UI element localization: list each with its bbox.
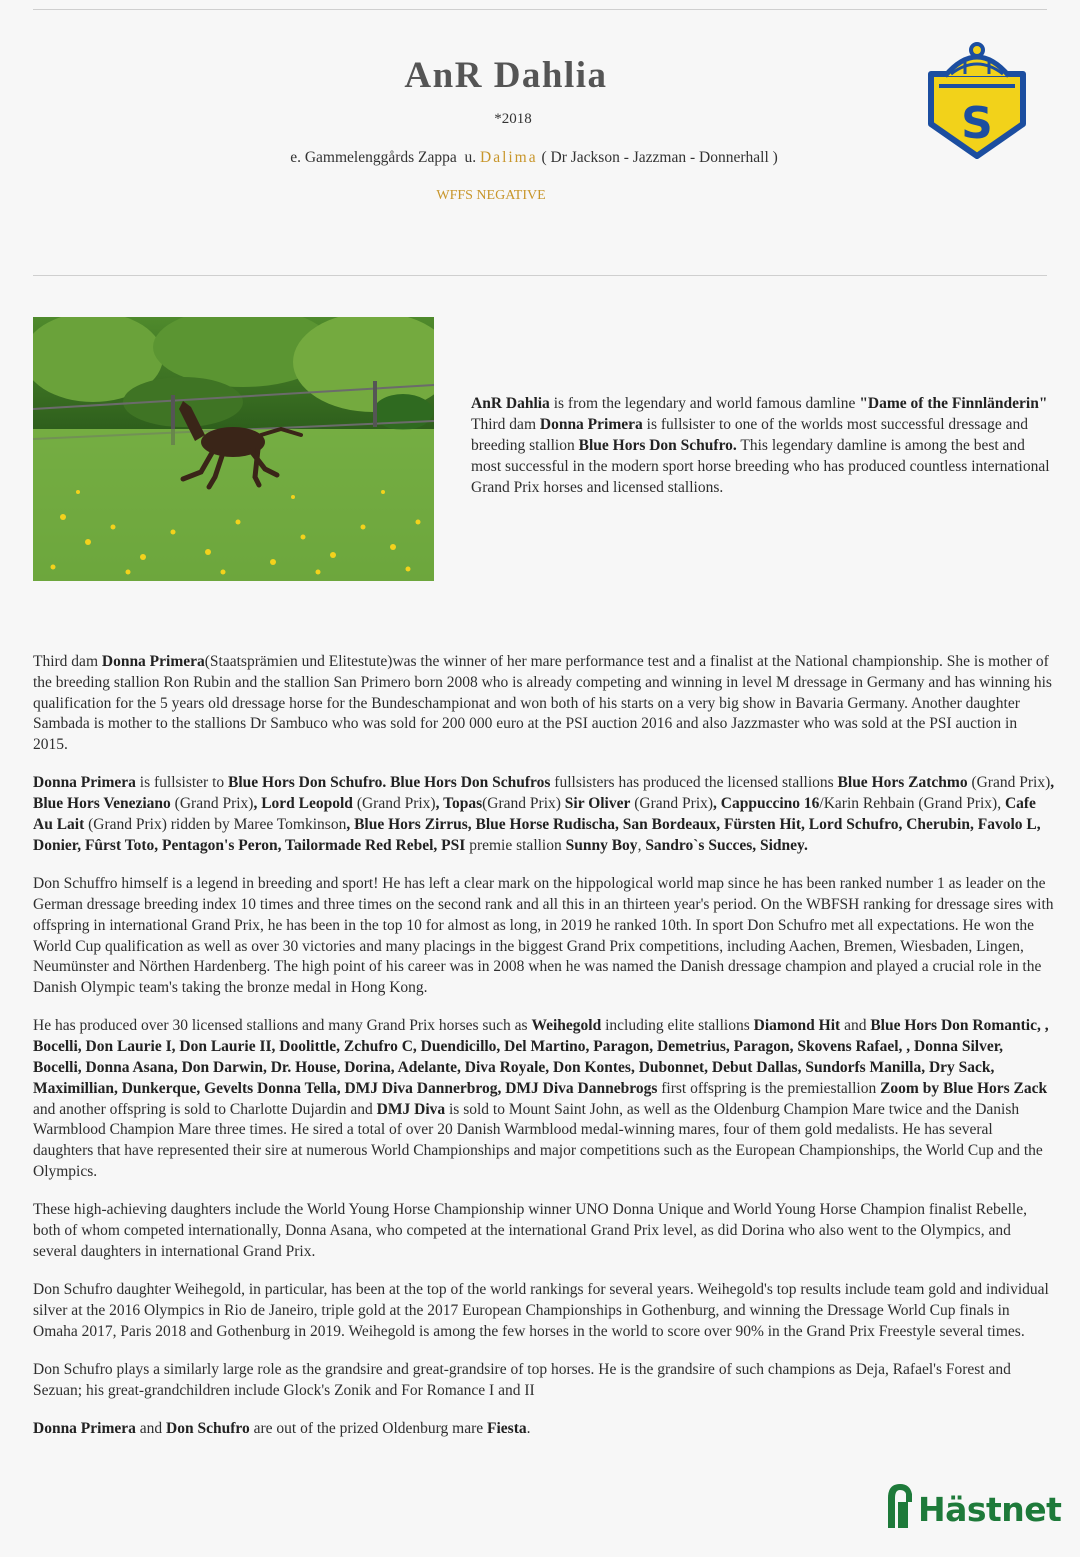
pedigree-line [0, 149, 1068, 167]
dam-lineage: ( Dr Jackson - Jazzman - Donnerhall ) [537, 149, 778, 166]
header-divider [33, 275, 1047, 276]
paragraph-weihegold: Don Schufro daughter Weihegold, in particular, has been at the top of the world rankings for several years. Weihegold's top results include team gold and individual silver at the 2016 Olympics in Rio de Janeiro, triple gold at the 2017 European Championships in Gothenburg, and winning the Dressage World Cup finals in Omaha 2017, Paris 2018 and Gothenburg in 2019. Weihegold is among the few horses in the world to score over 90% in the Grand Prix Freestyle several times. [33, 1281, 1049, 1340]
paragraph-don-schufro-legend: Don Schuffro himself is a legend in breeding and sport! He has left a clear mark on the hippological world map since he has been ranked number 1 as leader on the German dressage breeding index 10 times and three times on the second rank and all this in an thirteen year's period. On the WBFSH ranking for dressage sires with offspring in international Grand Prix, he has been in the top 10 for almost as long, in 2019 he ranked 10th. In sport Don Schufro met all expectations. He won the World Cup qualification as well as over 30 victories and many placings in the biggest Grand Prix competitions, including Aachen, Bremen, Wiesbaden, Lingen, Neumünster and Nörthen Hardenberg. The high point of his career was in 2008 when he was named the Danish dressage champion and played a crucial role in the Danish Olympic team's taking the bronze medal in Hong Kong. [33, 875, 1054, 997]
paragraph-offspring: He has produced over 30 licensed stallions and many Grand Prix horses such as Weihegold including elite stallions Diamond Hit and Blue Hors Don Romantic, , Bocelli, Don Laurie I, Don Laurie II, Doolittle, Zchufro C, Duendicillo, Del Martino, Paragon, Demetrius, Paragon, Skovens Rafael, , Donna Silver, Bocelli, Donna Asana, Don Darwin, Dr. House, Dorina, Adelante, Diva Royale, Don Kontes, Dubonnet, Debut Dallas, Sundorfs Manilla, Dry Sack, Maximillian, Dunkerque, Gevelts Donna Tella, DMJ Diva Dannerbrog, DMJ Diva Dannebrogs first offspring is the premiestallion Zoom by Blue Hors Zack and another offspring is sold to Charlotte Dujardin and DMJ Diva is sold to Mount Saint John, as well as the Oldenburg Champion Mare twice and the Danish Warmblood Champion Mare three times. He sired a total of over 20 Danish Warmblood medal-winning mares, four of them gold medalists. He has several daughters that have represented their sire at numerous World Championships and major competitions such as the European Championships, the World Cup and the Olympics. [33, 1017, 1049, 1181]
paragraph-fiesta: Donna Primera and Don Schufro are out of the prized Oldenburg mare Fiesta. [33, 1420, 531, 1438]
dam-link[interactable]: Dalima [480, 149, 538, 166]
wffs-status: WFFS NEGATIVE [436, 188, 546, 203]
sire-text: e. Gammelenggårds Zappa u. [290, 149, 480, 166]
hastnet-wordmark: Hästnet [918, 1490, 1062, 1529]
paragraph-fullsister: Donna Primera is fullsister to Blue Hors Don Schufro. Blue Hors Don Schufros fullsisters has produced the licensed stallions Blue Hors Zatchmo (Grand Prix), Blue Hors Veneziano (Grand Prix), Lord Leopold (Grand Prix), Topas(Grand Prix) Sir Oliver (Grand Prix), Cappuccino 16/Karin Rehbain (Grand Prix), Cafe Au Lait (Grand Prix) ridden by Maree Tomkinson, Blue Hors Zirrus, Blue Horse Rudischa, San Bordeaux, Fürsten Hit, Lord Schufro, Cherubin, Favolo L, Donier, Fûrst Toto, Pentagon's Peron, Tailormade Red Rebel, PSI premie stallion Sunny Boy, Sandro`s Succes, Sidney. [33, 774, 1055, 854]
page-title: AnR Dahlia [404, 55, 608, 96]
intro-paragraph: AnR Dahlia is from the legendary and world famous damline "Dame of the Finnländerin" Third dam Donna Primera is fullsister to one of the worlds most successful dressage and breeding stallion Blue Hors Don Schufro. This legendary damline is among the best and most successful in the modern sport horse breeding who has produced countless international Grand Prix horses and licensed stallions. [471, 395, 1050, 496]
birth-year: *2018 [494, 111, 532, 127]
swedish-warmblood-logo [925, 40, 1029, 160]
paragraph-grandsire: Don Schufro plays a similarly large role as the grandsire and great-grandsire of top horses. He is the grandsire of such champions as Deja, Rafael's Forest and Sezuan; his great-grandchildren include Glock's Zonik and For Romance I and II [33, 1361, 1011, 1399]
foal-photo [33, 317, 434, 581]
paragraph-donna-primera: Third dam Donna Primera(Staatsprämien und Elitestute)was the winner of her mare performance test and a finalist at the National championship. She is mother of the breeding stallion Ron Rubin and the stallion San Primero born 2008 who is already competing and winning in level M dressage in Germany and has winning his qualification for the 5 years old dressage horse for the Bundeschampionat and won both of his starts on a very big show in Bavaria Germany. Another daughter Sambada is mother to the stallions Dr Sambuco who was sold for 200 000 euro at the PSI auction 2016 and also Jazzmaster who was sold at the PSI auction in 2015. [33, 653, 1052, 754]
paragraph-daughters: These high-achieving daughters include the World Young Horse Championship winner UNO Donna Unique and World Young Horse Champion finalist Rebelle, both of whom competed internationally, Donna Asana, who competed at the international Grand Prix level, as did Dorina who also went to the Olympics, and several daughters in international Grand Prix. [33, 1201, 1027, 1260]
top-divider [33, 9, 1047, 10]
badge-letter: S [961, 98, 993, 149]
article-body [33, 652, 1055, 1458]
